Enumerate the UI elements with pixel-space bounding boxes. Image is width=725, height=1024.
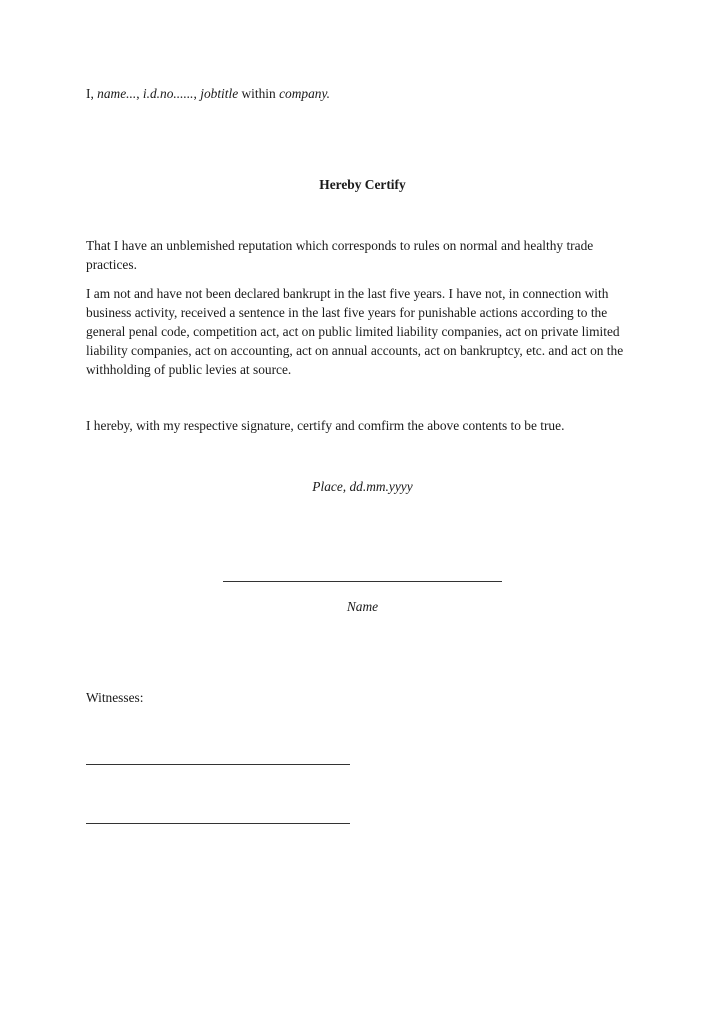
paragraph-bankruptcy: I am not and have not been declared bankrupt in the last five years. I have not, in connection with business activity, received a sentence in the last five years for punishable actions according to the general penal code, competition act, act on public limited liability companies, act on private limited liability companies, act on accounting, act on annual accounts, act on bankruptcy, etc. and act on the withholding of public levies at source.	[86, 286, 624, 377]
declarant-line	[86, 86, 330, 102]
paragraph-reputation: That I have an unblemished reputation which corresponds to rules on normal and healthy trade practices.	[86, 238, 594, 272]
witnesses-label: Witnesses:	[86, 690, 144, 705]
intro-sep1: ,	[136, 86, 143, 101]
paragraph-confirmation: I hereby, with my respective signature, certify and comfirm the above contents to be true.	[86, 418, 565, 433]
name-placeholder: name...	[97, 86, 137, 101]
witness-signature-line-2	[86, 823, 350, 824]
intro-prefix: I,	[86, 86, 98, 101]
witness-signature-line-1	[86, 764, 350, 765]
jobtitle-placeholder: jobtitle	[200, 86, 239, 101]
signature-name-text: Name	[346, 599, 379, 614]
place-date	[0, 479, 725, 495]
signature-name	[0, 599, 725, 615]
intro-within: within	[238, 86, 280, 101]
signature-line	[223, 581, 502, 582]
place-date-text: Place, dd.mm.yyyy	[312, 479, 413, 494]
document-heading: Hereby Certify	[319, 177, 406, 192]
idno-placeholder: i.d.no......	[142, 86, 194, 101]
company-placeholder: company.	[279, 86, 331, 101]
intro-sep2: ,	[193, 86, 201, 101]
